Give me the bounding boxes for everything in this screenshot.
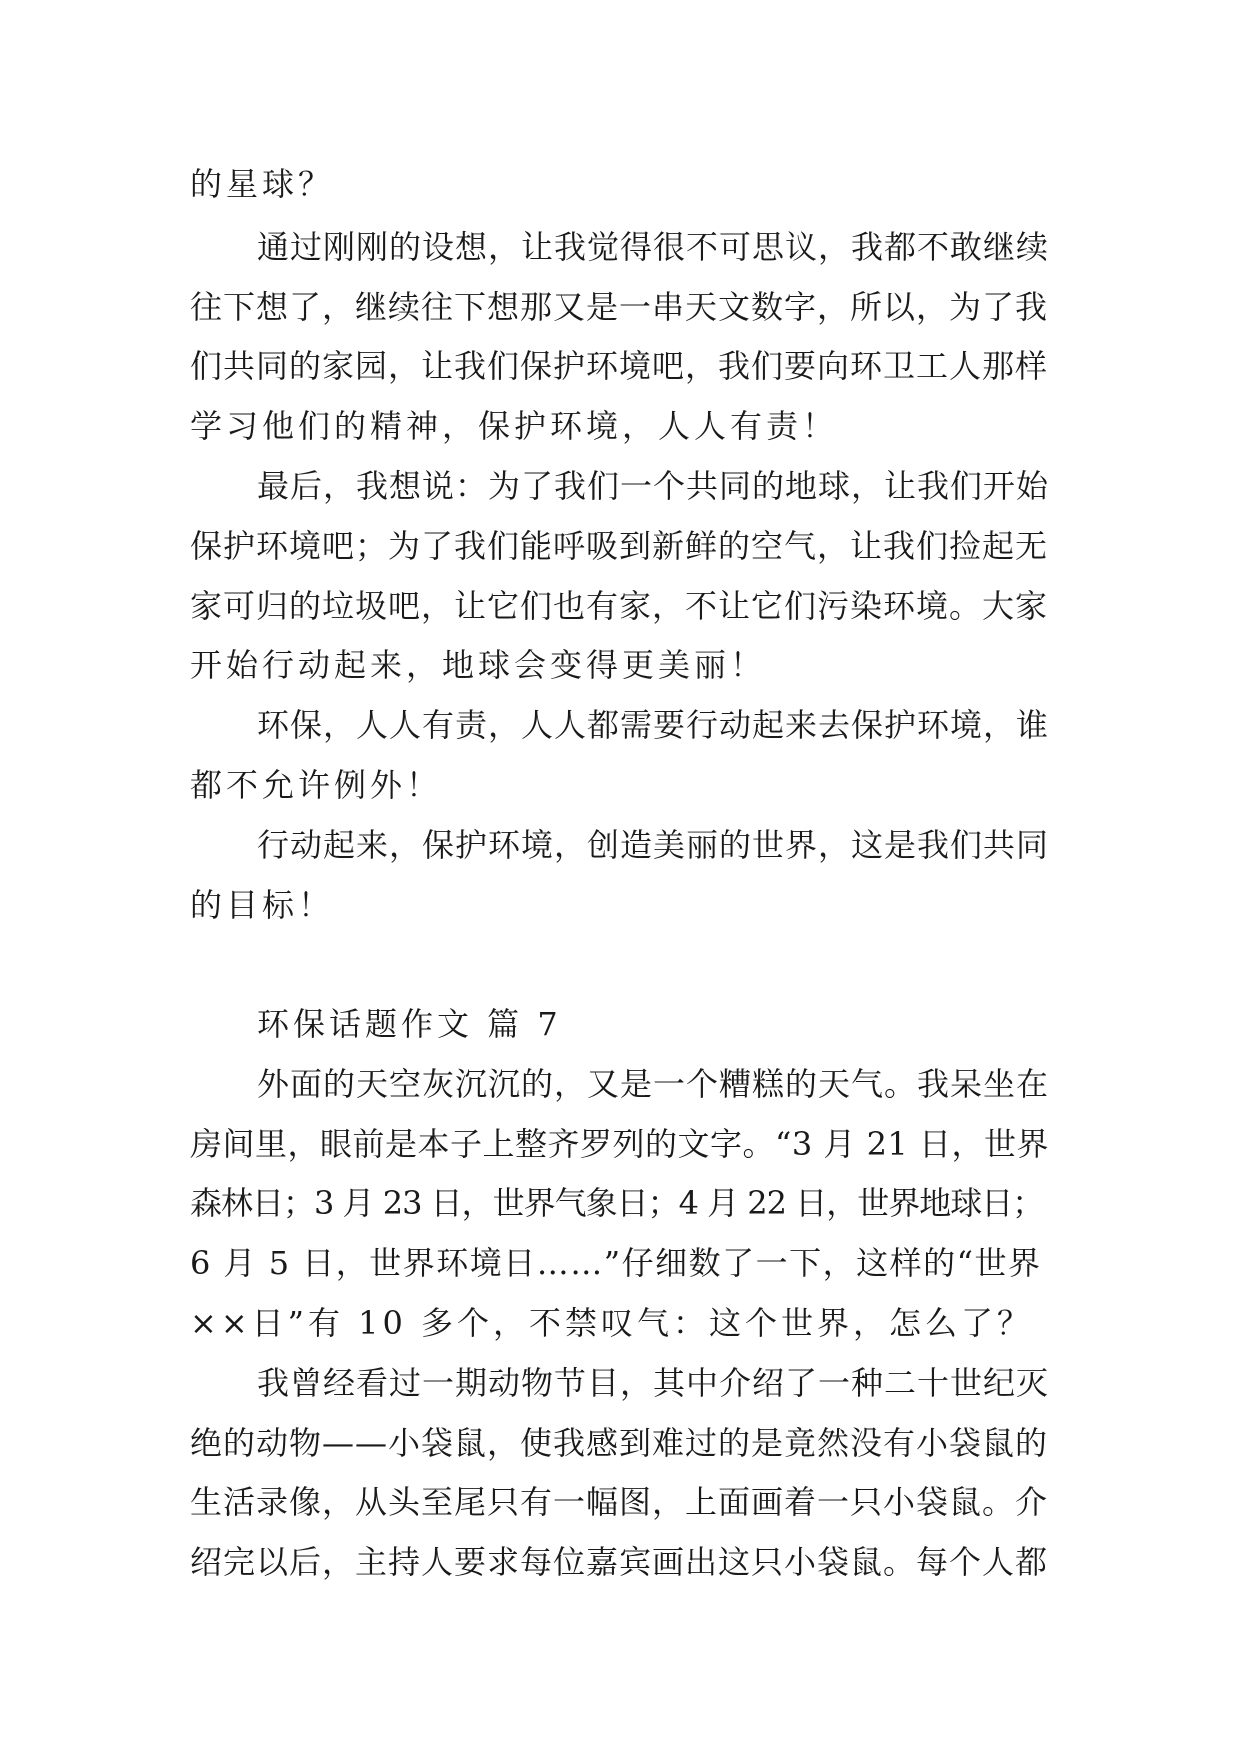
text-line: ××日”有 10 多个，不禁叹气：这个世界，怎么了？ xyxy=(190,1304,1034,1342)
text-line: 保护环境吧；为了我们能呼吸到新鲜的空气，让我们捡起无 xyxy=(190,527,1049,565)
section-heading: 环保话题作文 篇 7 xyxy=(257,1005,562,1043)
text-line: 们共同的家园，让我们保护环境吧，我们要向环卫工人那样 xyxy=(190,347,1049,385)
text-line: 生活录像，从头至尾只有一幅图，上面画着一只小袋鼠。介 xyxy=(190,1483,1049,1521)
text-line: 环保，人人有责，人人都需要行动起来去保护环境，谁 xyxy=(257,706,1050,744)
text-line: 学习他们的精神，保护环境，人人有责！ xyxy=(190,407,839,445)
text-line: 绍完以后，主持人要求每位嘉宾画出这只小袋鼠。每个人都 xyxy=(190,1543,1049,1581)
text-line: 往下想了，继续往下想那又是一串天文数字，所以，为了我 xyxy=(190,288,1049,326)
text-line: 我曾经看过一期动物节目，其中介绍了一种二十世纪灭 xyxy=(257,1364,1050,1402)
text-line: 开始行动起来，地球会变得更美丽！ xyxy=(190,646,767,684)
text-line: 森林日；3 月 23 日，世界气象日；4 月 22 日，世界地球日； xyxy=(190,1184,1044,1222)
text-line: 行动起来，保护环境，创造美丽的世界，这是我们共同 xyxy=(257,826,1050,864)
text-line: 6 月 5 日，世界环境日……”仔细数了一下，这样的“世界 xyxy=(190,1244,1042,1282)
text-line: 家可归的垃圾吧，让它们也有家，不让它们污染环境。大家 xyxy=(190,587,1049,625)
text-line: 外面的天空灰沉沉的，又是一个糟糕的天气。我呆坐在 xyxy=(257,1065,1050,1103)
text-line: 房间里，眼前是本子上整齐罗列的文字。“3 月 21 日，世界 xyxy=(190,1125,1049,1163)
text-line: 最后，我想说：为了我们一个共同的地球，让我们开始 xyxy=(257,467,1050,505)
text-line: 的目标！ xyxy=(190,886,335,924)
text-line: 的星球？ xyxy=(190,165,335,203)
text-line: 都不允许例外！ xyxy=(190,766,443,804)
text-line: 绝的动物——小袋鼠，使我感到难过的是竟然没有小袋鼠的 xyxy=(190,1424,1049,1462)
text-line: 通过刚刚的设想，让我觉得很不可思议，我都不敢继续 xyxy=(257,228,1050,266)
